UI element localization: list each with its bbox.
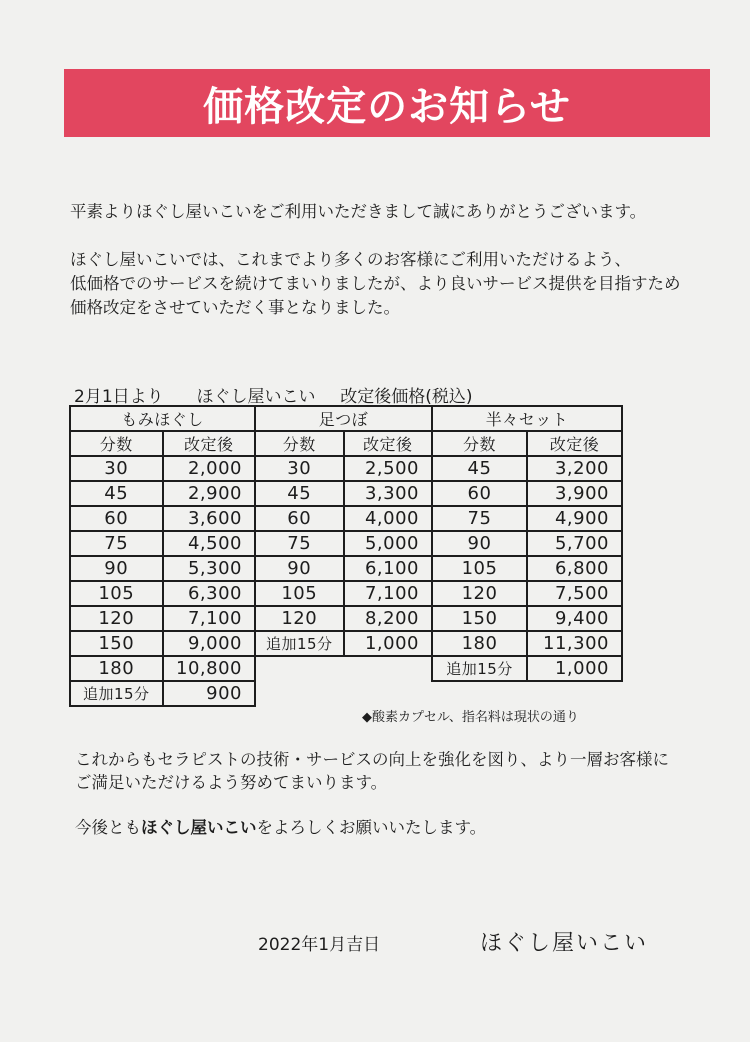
minutes-cell: 105 — [70, 581, 163, 606]
minutes-cell: 45 — [255, 481, 344, 506]
table-row — [70, 481, 255, 506]
minutes-cell: 150 — [432, 606, 527, 631]
table-row — [255, 531, 432, 556]
price-cell: 3,600 — [163, 506, 256, 531]
table-row — [70, 681, 255, 706]
minutes-cell: 120 — [255, 606, 344, 631]
price-table-hanhan-set — [431, 405, 623, 682]
price-cell: 6,100 — [344, 556, 433, 581]
price-cell: 6,300 — [163, 581, 256, 606]
price-cell: 5,300 — [163, 556, 256, 581]
table-row — [70, 606, 255, 631]
price-cell: 4,000 — [344, 506, 433, 531]
table-row — [432, 631, 622, 656]
price-cell: 900 — [163, 681, 256, 706]
table-row — [70, 556, 255, 581]
minutes-cell: 追加15分 — [70, 681, 163, 706]
minutes-cell: 75 — [255, 531, 344, 556]
table-row — [70, 456, 255, 481]
closing-shop-name: ほぐし屋いこい — [141, 818, 257, 837]
price-cell: 5,000 — [344, 531, 433, 556]
effective-date: 2月1日より — [74, 387, 164, 407]
table-row — [70, 656, 255, 681]
price-cell: 7,500 — [527, 581, 622, 606]
notice-date: 2022年1月吉日 — [258, 935, 381, 955]
table-row — [70, 631, 255, 656]
price-cell: 3,900 — [527, 481, 622, 506]
minutes-cell: 45 — [432, 456, 527, 481]
price-cell: 4,500 — [163, 531, 256, 556]
minutes-cell: 30 — [255, 456, 344, 481]
intro-text — [70, 200, 720, 320]
price-table-heading — [74, 382, 473, 407]
minutes-cell: 120 — [70, 606, 163, 631]
table-row — [432, 556, 622, 581]
table-row — [255, 556, 432, 581]
price-cell: 5,700 — [527, 531, 622, 556]
price-cell: 8,200 — [344, 606, 433, 631]
price-cell: 10,800 — [163, 656, 256, 681]
notice-title: 価格改定のお知らせ — [203, 83, 571, 130]
table-row — [432, 506, 622, 531]
price-cell: 3,200 — [527, 456, 622, 481]
price-cell: 2,900 — [163, 481, 256, 506]
minutes-cell: 120 — [432, 581, 527, 606]
table-row — [432, 481, 622, 506]
price-cell: 2,500 — [344, 456, 433, 481]
table-row — [432, 456, 622, 481]
closing-text — [75, 748, 725, 839]
heading-shop-name: ほぐし屋いこい — [196, 387, 316, 407]
col-header-price: 改定後 — [344, 431, 433, 456]
intro-line: 価格改定をさせていただく事となりました。 — [70, 298, 400, 317]
minutes-cell: 75 — [70, 531, 163, 556]
closing-line: ご満足いただけるよう努めてまいります。 — [75, 773, 388, 792]
minutes-cell: 150 — [70, 631, 163, 656]
minutes-cell: 60 — [255, 506, 344, 531]
table-row — [432, 606, 622, 631]
minutes-cell: 90 — [432, 531, 527, 556]
price-cell: 2,000 — [163, 456, 256, 481]
minutes-cell: 追加15分 — [255, 631, 344, 656]
col-header-minutes: 分数 — [432, 431, 527, 456]
table-row — [255, 481, 432, 506]
price-cell: 11,300 — [527, 631, 622, 656]
closing-text-post: をよろしくお願いいたします。 — [256, 818, 487, 837]
table-row — [432, 531, 622, 556]
shop-signature: ほぐし屋いこい — [480, 931, 649, 956]
price-cell: 6,800 — [527, 556, 622, 581]
price-cell: 7,100 — [344, 581, 433, 606]
minutes-cell: 追加15分 — [432, 656, 527, 681]
notice-banner — [64, 69, 710, 137]
table-row — [432, 656, 622, 681]
closing-line: これからもセラピストの技術・サービスの向上を強化を図り、より一層お客様に — [75, 750, 669, 769]
minutes-cell: 30 — [70, 456, 163, 481]
minutes-cell: 105 — [432, 556, 527, 581]
table-row — [255, 631, 432, 656]
minutes-cell: 60 — [70, 506, 163, 531]
minutes-cell: 180 — [432, 631, 527, 656]
table-title: もみほぐし — [70, 406, 255, 431]
intro-line: ほぐし屋いこいでは、これまでより多くのお客様にご利用いただけるよう、 — [70, 250, 631, 269]
heading-label: 改定後価格(税込) — [340, 387, 473, 407]
table-row — [255, 506, 432, 531]
price-table-momihogushi — [69, 405, 256, 707]
minutes-cell: 90 — [255, 556, 344, 581]
table-row — [70, 506, 255, 531]
table-row — [70, 581, 255, 606]
minutes-cell: 105 — [255, 581, 344, 606]
minutes-cell: 180 — [70, 656, 163, 681]
price-cell: 7,100 — [163, 606, 256, 631]
table-row — [255, 456, 432, 481]
minutes-cell: 75 — [432, 506, 527, 531]
table-title: 足つぼ — [255, 406, 432, 431]
price-cell: 3,300 — [344, 481, 433, 506]
closing-text-pre: 今後とも — [75, 818, 141, 837]
price-cell: 4,900 — [527, 506, 622, 531]
price-cell: 1,000 — [527, 656, 622, 681]
price-cell: 9,400 — [527, 606, 622, 631]
minutes-cell: 60 — [432, 481, 527, 506]
minutes-cell: 45 — [70, 481, 163, 506]
price-cell: 9,000 — [163, 631, 256, 656]
price-table-ashitsubo — [254, 405, 433, 657]
table-row — [70, 531, 255, 556]
intro-line: 低価格でのサービスを続けてまいりましたが、より良いサービス提供を目指すため — [70, 274, 681, 293]
col-header-price: 改定後 — [527, 431, 622, 456]
col-header-minutes: 分数 — [70, 431, 163, 456]
table-title: 半々セット — [432, 406, 622, 431]
table-row — [255, 581, 432, 606]
col-header-price: 改定後 — [163, 431, 256, 456]
col-header-minutes: 分数 — [255, 431, 344, 456]
table-row — [255, 606, 432, 631]
table-row — [432, 581, 622, 606]
minutes-cell: 90 — [70, 556, 163, 581]
closing-line — [75, 816, 725, 839]
price-cell: 1,000 — [344, 631, 433, 656]
oxygen-capsule-note: ◆酸素カプセル、指名料は現状の通り — [362, 710, 579, 725]
intro-line: 平素よりほぐし屋いこいをご利用いただきまして誠にありがとうございます。 — [70, 202, 647, 221]
